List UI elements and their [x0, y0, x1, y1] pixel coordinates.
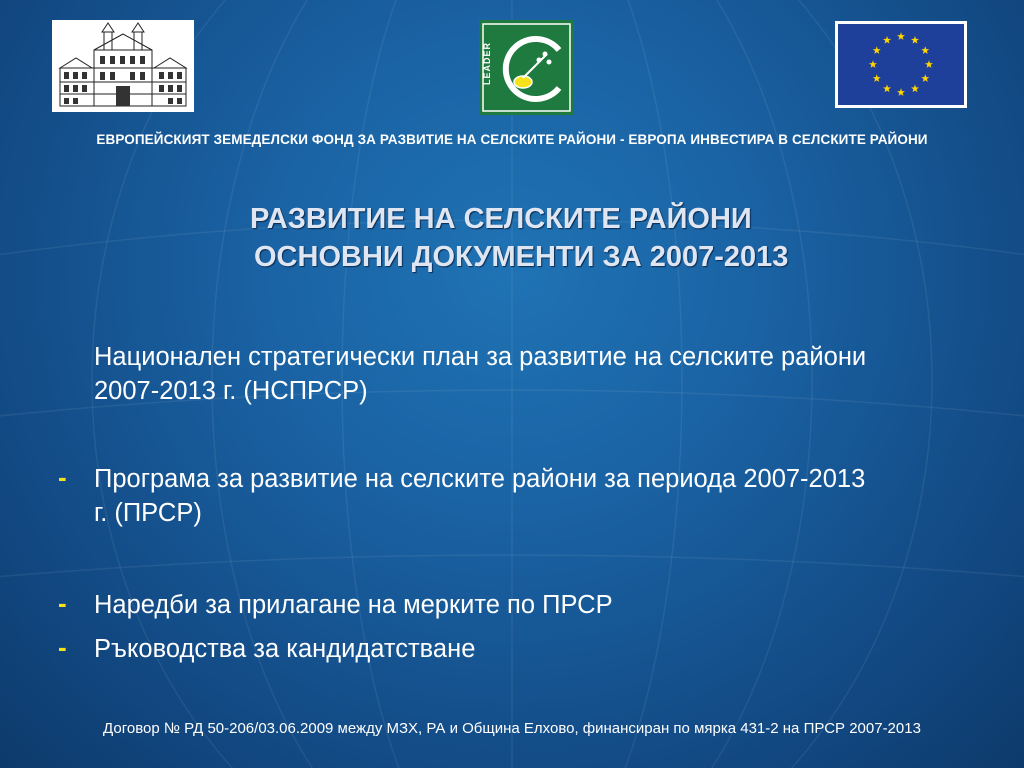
eu-flag-logo: [835, 21, 967, 108]
list-item-line-1: Програма за развитие на селските райони за периода 2007-2013: [94, 465, 866, 493]
footer-contract: Договор № РД 50-206/03.06.2009 между МЗХ, РА и Община Елхово, финансиран по мярка 431-2 на ПРСР 2007-2013: [103, 720, 921, 737]
title-line-1: РАЗВИТИЕ НА СЕЛСКИТЕ РАЙОНИ: [250, 203, 752, 235]
title-line-2: ОСНОВНИ ДОКУМЕНТИ ЗА 2007-2013: [254, 241, 789, 273]
list-item: [94, 632, 974, 666]
leader-logo: [479, 20, 574, 115]
bullet-dash: -: [58, 462, 67, 492]
fund-header: ЕВРОПЕЙСКИЯТ ЗЕМЕДЕЛСКИ ФОНД ЗА РАЗВИТИЕ НА СЕЛСКИТЕ РАЙОНИ - ЕВРОПА ИНВЕСТИРА В СЕЛСКИТЕ РАЙОНИ: [96, 132, 928, 147]
bullet-dash: -: [58, 588, 67, 618]
leader-logo-text: LEADER: [482, 42, 492, 86]
bullet-dash: -: [58, 632, 67, 662]
list-item: [94, 340, 974, 408]
list-item-line-2: г. (ПРСР): [94, 499, 202, 527]
list-item-line-1: Наредби за прилагане на мерките по ПРСР: [94, 591, 613, 619]
list-item-line-2: 2007-2013 г. (НСПРСР): [94, 377, 368, 405]
list-item-line-1: Ръководства за кандидатстване: [94, 635, 476, 663]
list-item: [94, 588, 974, 622]
list-item: [94, 462, 974, 530]
building-icon: [52, 20, 194, 112]
page-title: [250, 200, 890, 276]
list-item-line-1: Национален стратегически план за развитие на селските райони: [94, 343, 867, 371]
municipality-building-logo: [52, 20, 194, 112]
eu-flag-icon: [835, 21, 967, 108]
